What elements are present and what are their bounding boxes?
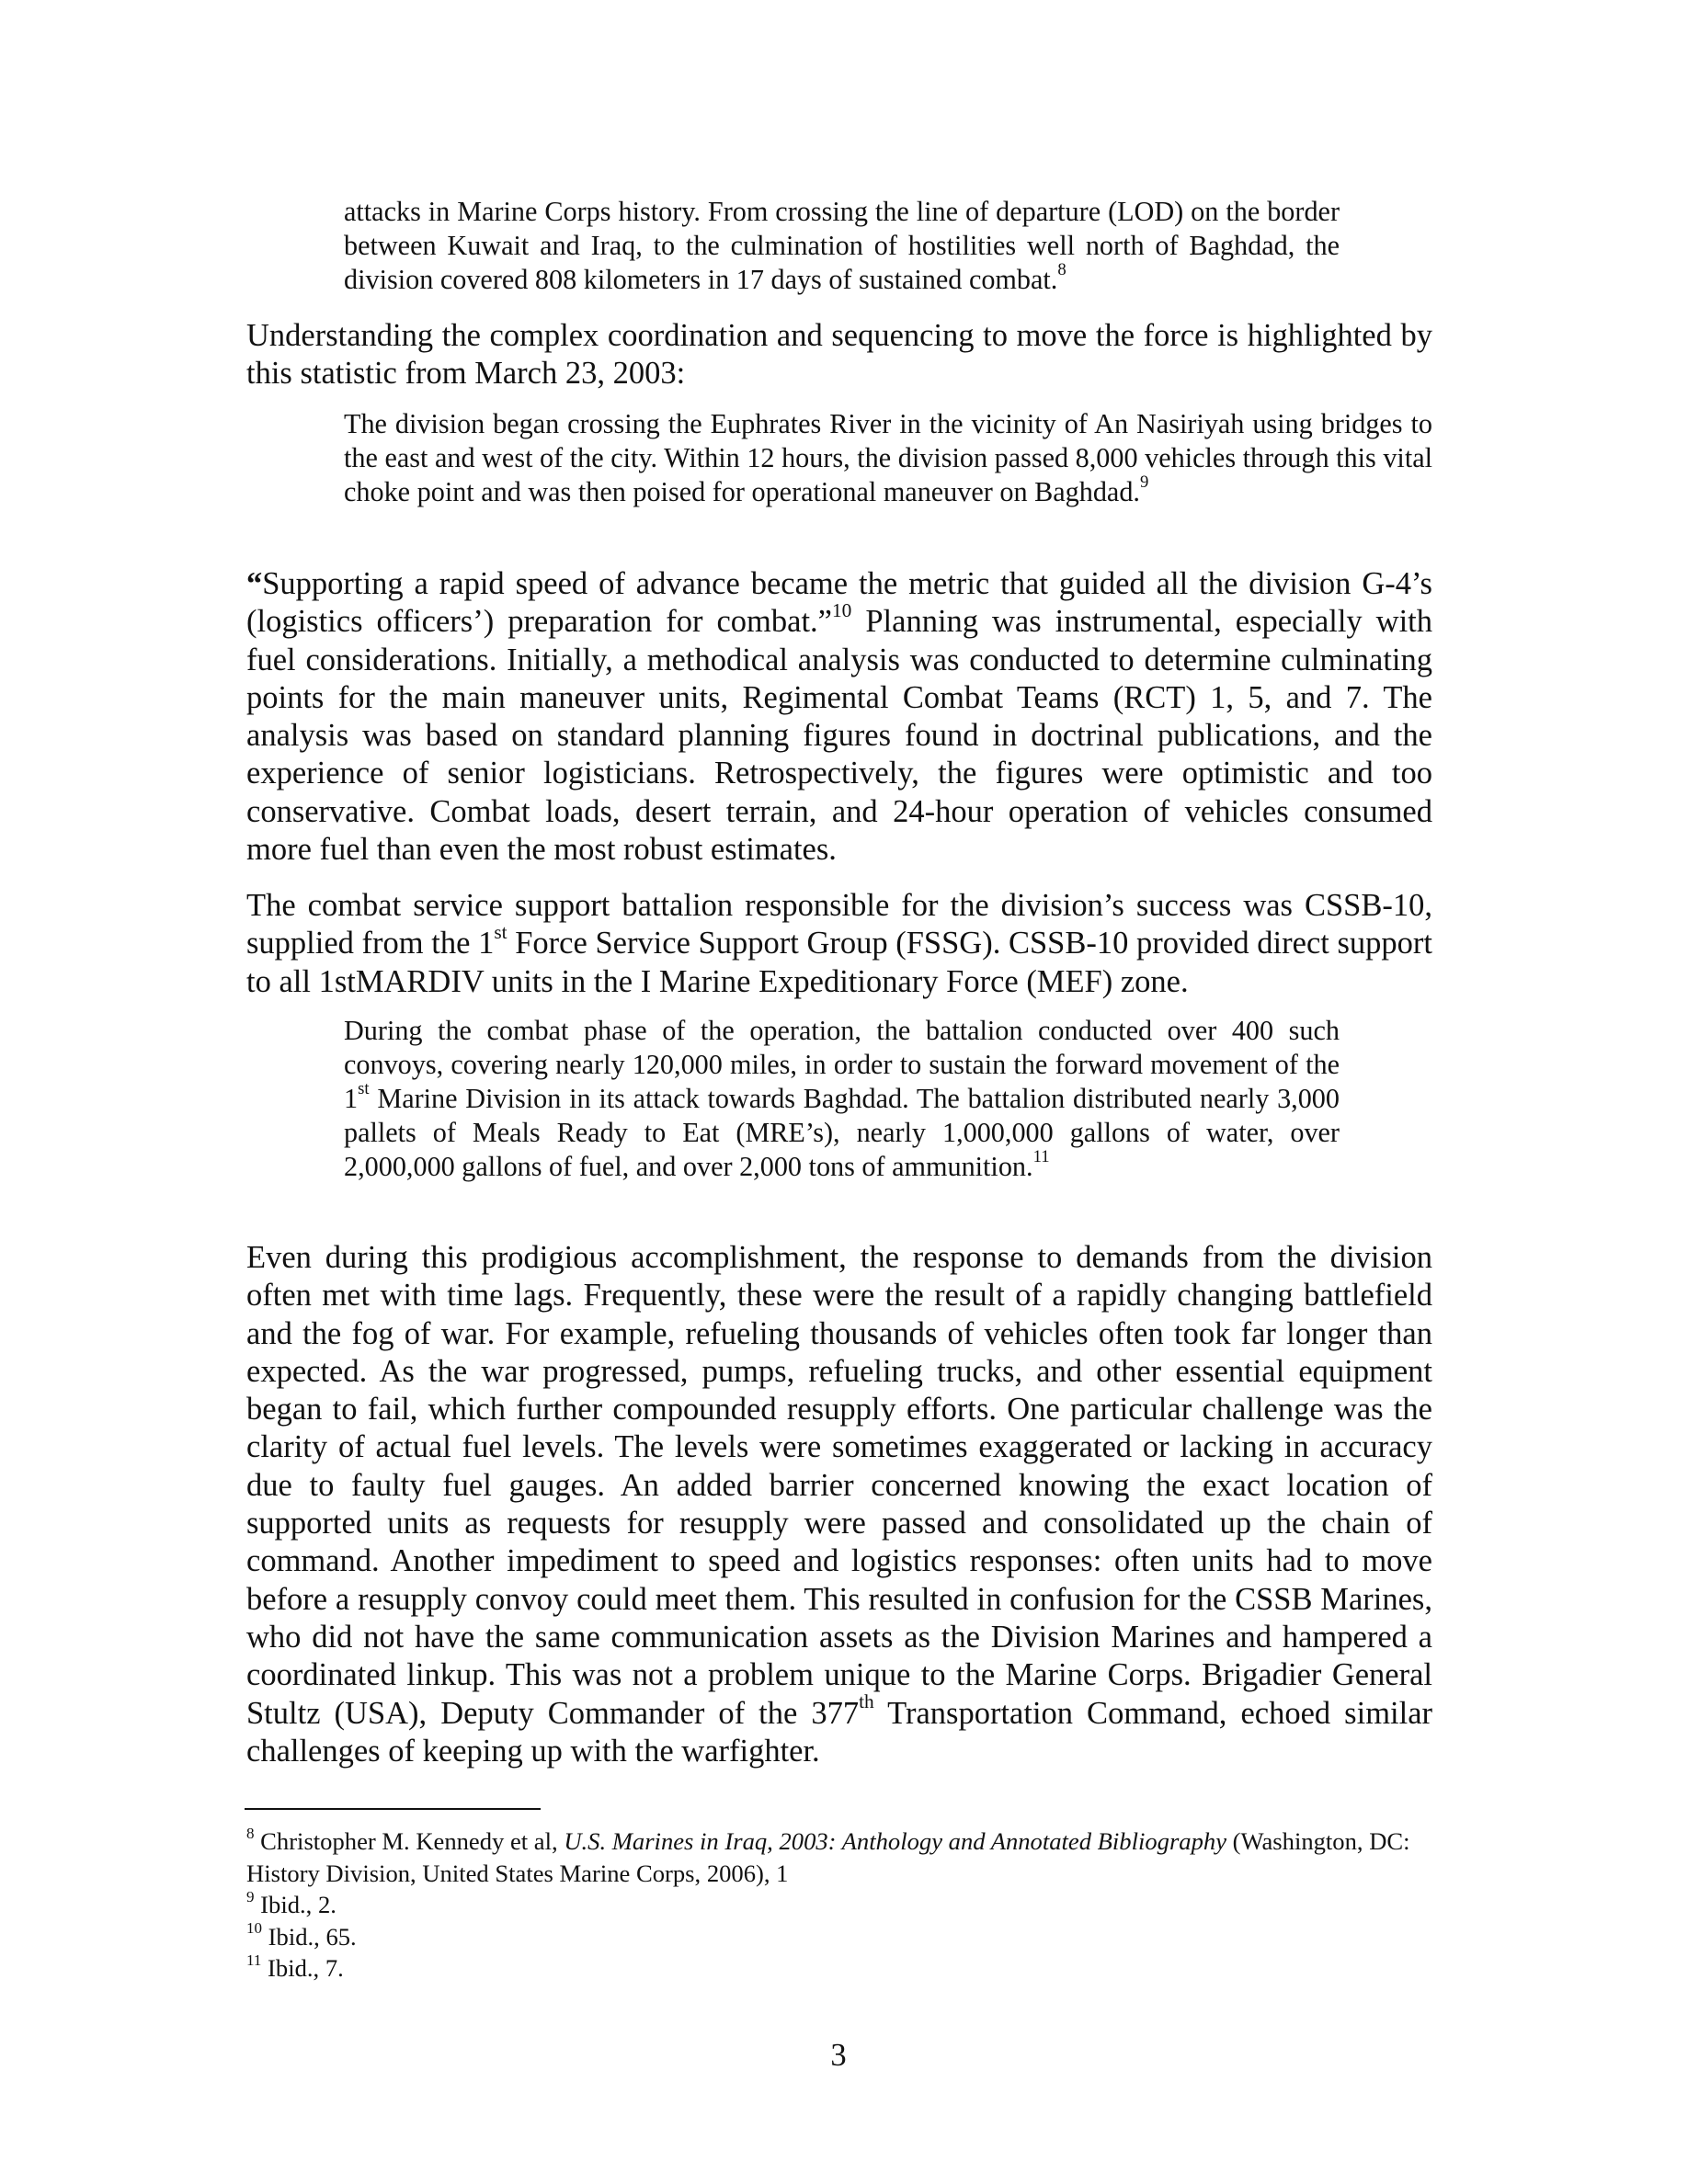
footnote-8 [246, 1826, 1432, 1889]
footnote-number: 9 [246, 1887, 255, 1905]
footnote-ref-8[interactable]: 8 [1057, 260, 1066, 280]
footnote-text: (Washington, DC: History Division, United States Marine Corps, 2006), 1 [246, 1827, 1410, 1887]
footnote-10 [246, 1921, 1432, 1953]
ordinal-suffix: th [859, 1689, 874, 1712]
paragraph-supporting [246, 565, 1432, 869]
footnote-text: Ibid., 65. [262, 1922, 357, 1951]
paragraph-text-part2: Force Service Support Group (FSSG). CSSB-10 provided direct support to all 1stMARDIV units in the I Marine Expeditionary Force (MEF) zone. [246, 926, 1432, 999]
footnote-number: 10 [246, 1919, 263, 1938]
footnote-number: 11 [246, 1951, 262, 1969]
paragraph-text-part1: The combat service support battalion responsible for the division’s success was CSSB-10, supplied from the 1 [246, 888, 1432, 961]
footnote-11 [246, 1952, 1432, 1985]
block-quote-2 [344, 407, 1432, 509]
paragraph-text-part2: Transportation Command, echoed similar challenges of keeping up with the warfighter. [246, 1695, 1432, 1769]
paragraph-text-part1: Supporting a rapid speed of advance became the metric that guided all the division G-4’s (logistics officers’) preparation for combat.” [246, 566, 1432, 640]
ordinal-suffix: st [494, 920, 508, 943]
footnote-ref-10[interactable]: 10 [831, 598, 852, 621]
quote-1-text: attacks in Marine Corps history. From crossing the line of departure (LOD) on the border between Kuwait and Iraq, to the culmination of hostilities well north of Baghdad, the division covered 808 kilometers in 17 days of sustained combat. [344, 196, 1340, 295]
open-quote-mark: “ [246, 566, 263, 601]
paragraph-text: Understanding the complex coordination and sequencing to move the force is highlighted by this statistic from March 23, 2003: [246, 318, 1432, 392]
footnote-separator [245, 1808, 541, 1810]
paragraph-cssb [246, 887, 1432, 1001]
quote-3-text-part1: During the combat phase of the operation, the battalion conducted over 400 such convoys, covering nearly 120,000 miles, in order to sustain the forward movement of the 1 [344, 1015, 1340, 1114]
footnote-text: Ibid., 2. [254, 1891, 336, 1919]
footnote-9 [246, 1889, 1432, 1921]
page-number-text: 3 [830, 2038, 847, 2073]
paragraph-understanding [246, 317, 1432, 393]
footnote-ref-11[interactable]: 11 [1032, 1147, 1050, 1167]
paragraph-even-during [246, 1239, 1432, 1770]
footnote-title: U.S. Marines in Iraq, 2003: Anthology and Annotated Bibliography [564, 1827, 1227, 1855]
footnote-ref-9[interactable]: 9 [1139, 472, 1149, 493]
block-quote-3 [344, 1014, 1340, 1184]
quote-3-text-part2: Marine Division in its attack towards Baghdad. The battalion distributed nearly 3,000 pallets of Meals Ready to Eat (MRE’s), nearly 1,000,000 gallons of water, over 2,000,000 gallons of fuel, and over 2,000 tons of ammunition. [344, 1083, 1340, 1182]
paragraph-text-part1: Even during this prodigious accomplishment, the response to demands from the division often met with time lags. Frequently, these were the result of a rapidly changing battlefield and the fog of war. For example, refueling thousands of vehicles often took far longer than expected. As the war progressed, pumps, refueling trucks, and other essential equipment began to fail, which further compounded resupply efforts. One particular challenge was the clarity of actual fuel levels. The levels were sometimes exaggerated or lacking in accuracy due to faulty fuel gauges. An added barrier concerned knowing the exact location of supported units as requests for resupply were passed and consolidated up the chain of command. Another impediment to speed and logistics responses: often units had to move before a resupply convoy could meet them. This resulted in confusion for the CSSB Marines, who did not have the same communication assets as the Division Marines and hampered a coordinated linkup. This was not a problem unique to the Marine Corps. Brigadier General Stultz (USA), Deputy Commander of the 377 [246, 1240, 1432, 1731]
quote-2-text: The division began crossing the Euphrates River in the vicinity of An Nasiriyah using bridges to the east and west of the city. Within 12 hours, the division passed 8,000 vehicles through this vital choke point and was then poised for operational maneuver on Baghdad. [344, 408, 1432, 507]
ordinal-suffix: st [358, 1079, 370, 1099]
footnote-text: Christopher M. Kennedy et al, [254, 1827, 565, 1855]
paragraph-text-part2: Planning was instrumental, especially with fuel considerations. Initially, a methodical analysis was conducted to determine culminating points for the main maneuver units, Regimental Combat Teams (RCT) 1, 5, and 7. The analysis was based on standard planning figures found in doctrinal publications, and the experience of senior logisticians. Retrospectively, the figures were optimistic and too conservative. Combat loads, desert terrain, and 24-hour operation of vehicles consumed more fuel than even the most robust estimates. [246, 604, 1433, 868]
footnote-number: 8 [246, 1824, 255, 1842]
footnote-text: Ibid., 7. [261, 1954, 344, 1983]
block-quote-1 [344, 195, 1340, 297]
page-number [0, 2037, 1688, 2074]
footnotes [246, 1826, 1432, 1985]
